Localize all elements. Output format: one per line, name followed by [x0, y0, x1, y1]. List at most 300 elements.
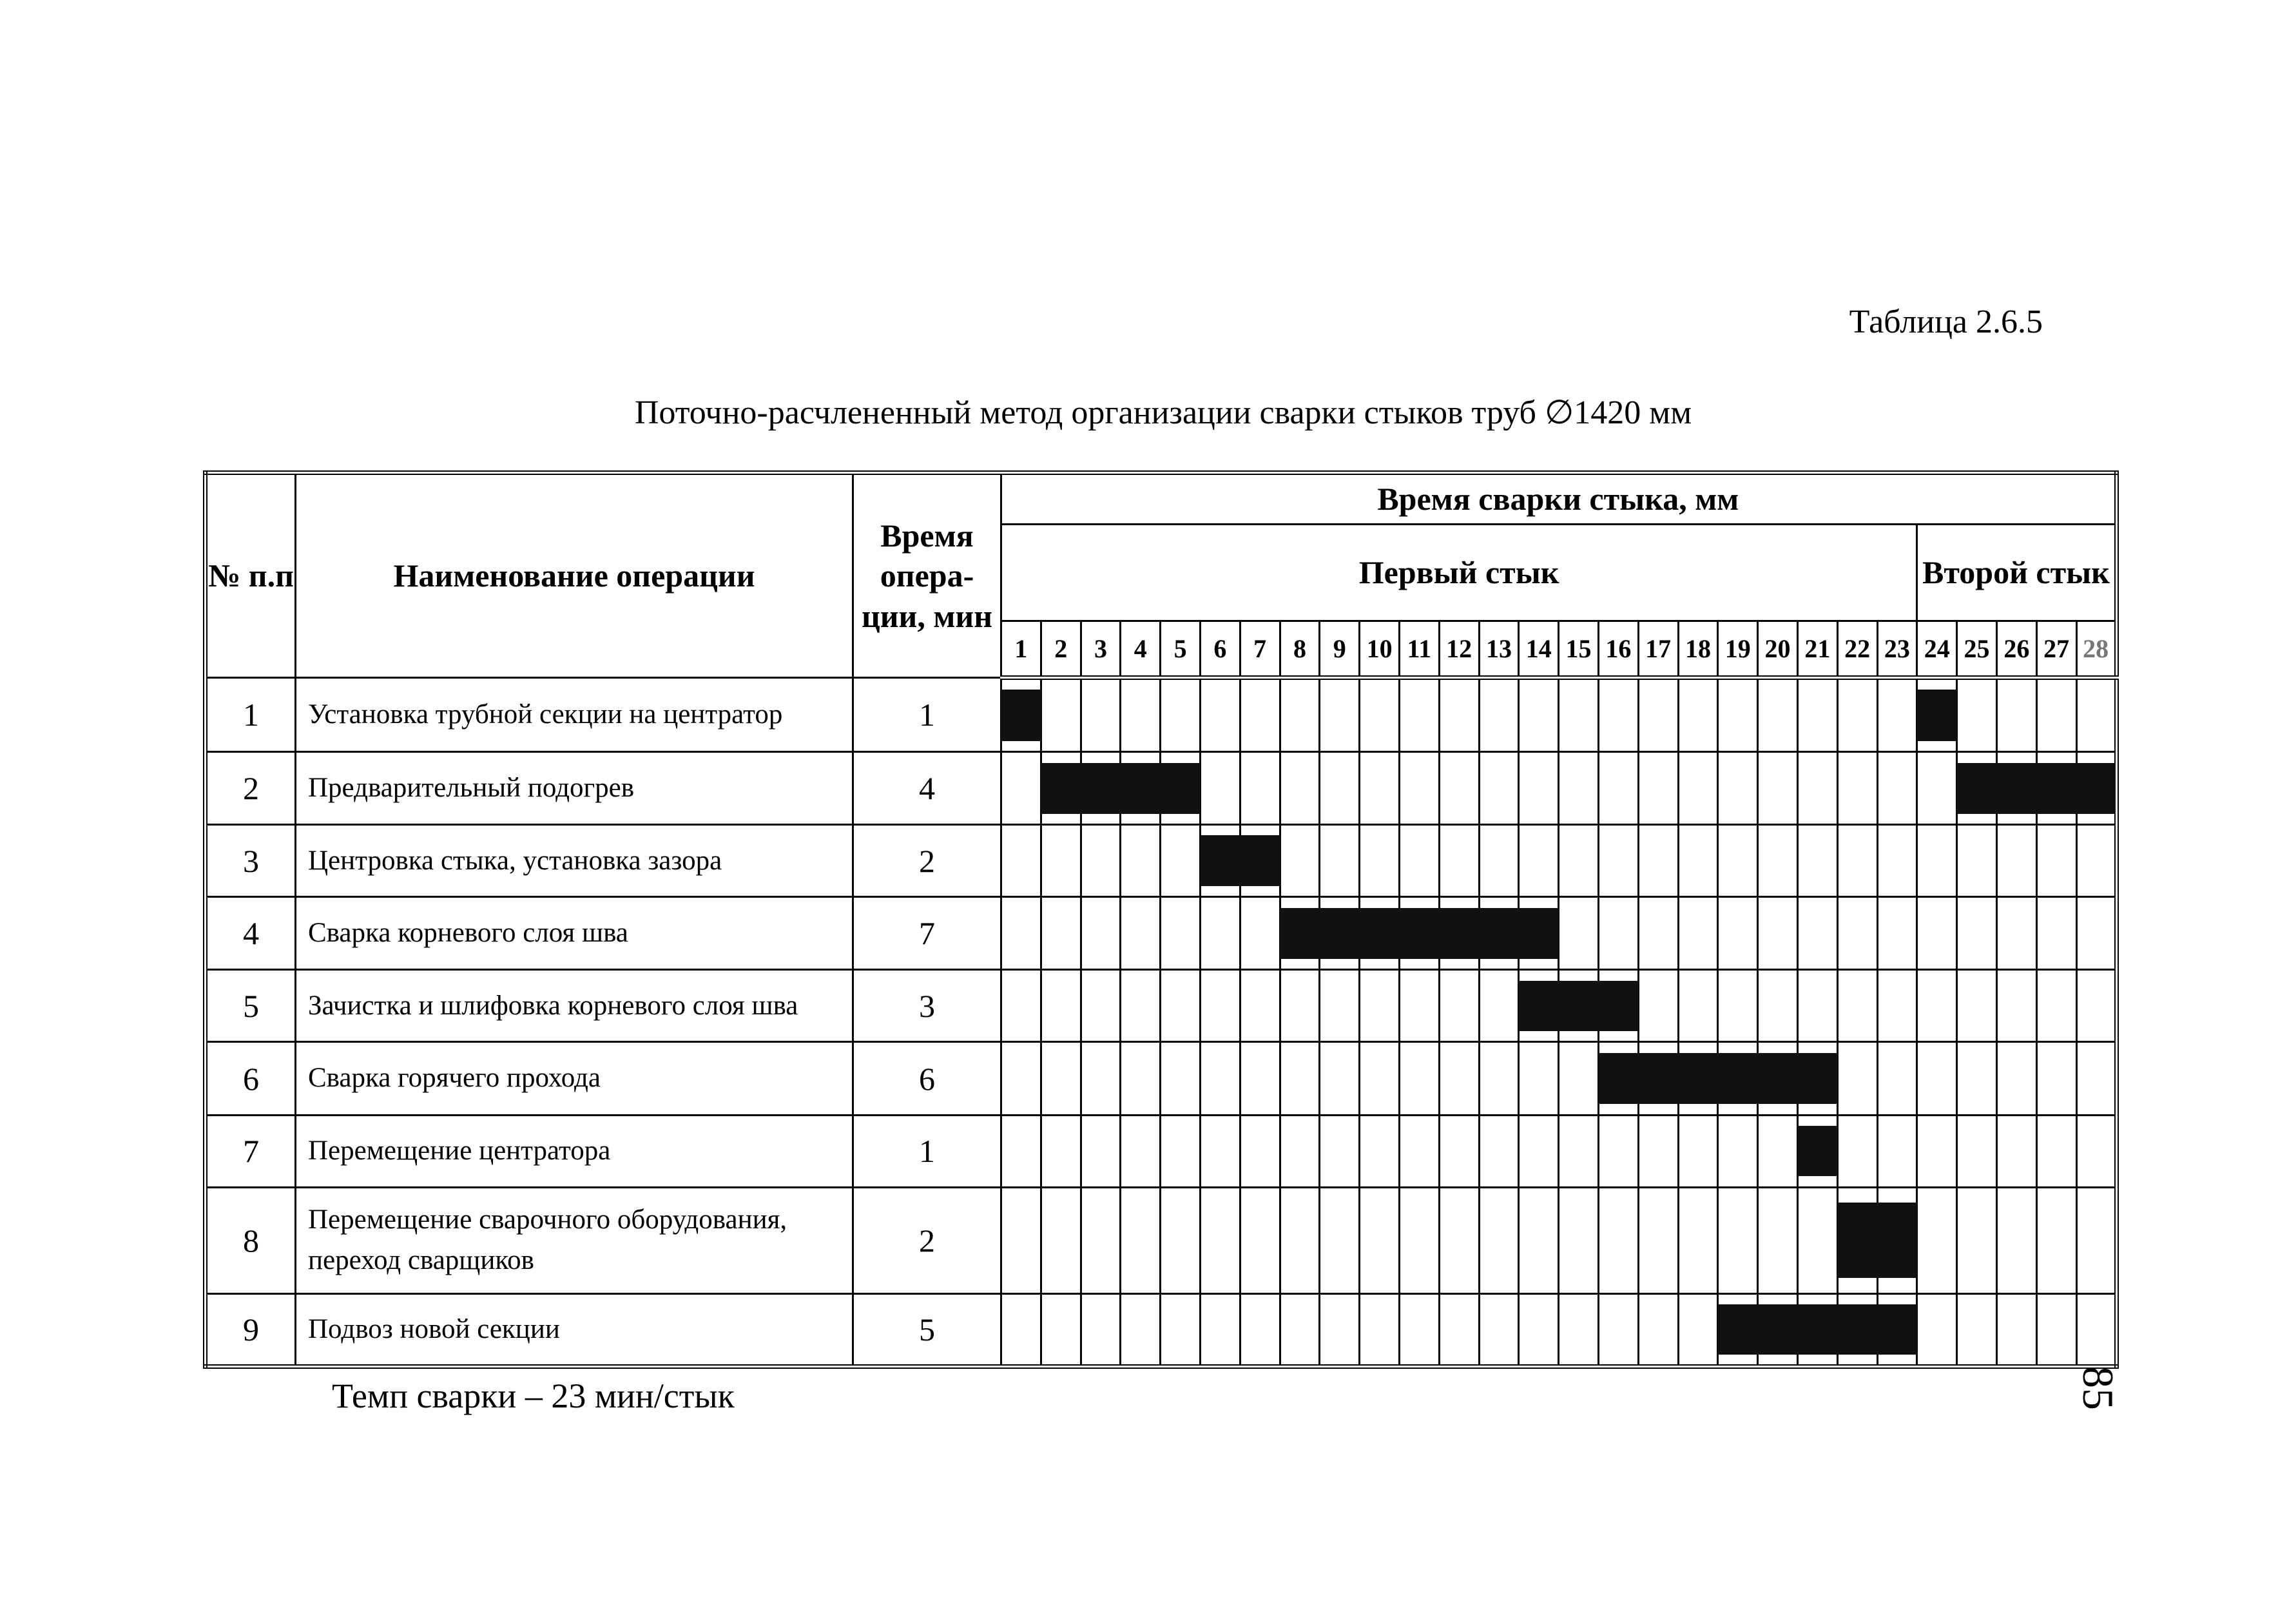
gantt-empty-cell [1678, 752, 1718, 825]
table-row [206, 825, 2117, 897]
gantt-empty-cell [1877, 678, 1917, 752]
gantt-empty-cell [1001, 825, 1041, 897]
gantt-empty-cell [1041, 678, 1081, 752]
table-row [206, 1115, 2117, 1187]
gantt-empty-cell [1001, 897, 1041, 970]
gantt-empty-cell [1957, 1187, 1997, 1293]
gantt-empty-cell [1439, 752, 1479, 825]
gantt-empty-cell [1200, 897, 1240, 970]
minute-header: 14 [1519, 621, 1559, 678]
gantt-empty-cell [1161, 678, 1201, 752]
gantt-bar-cell [1161, 752, 1201, 825]
gantt-empty-cell [1559, 678, 1599, 752]
gantt-empty-cell [2036, 678, 2076, 752]
gantt-empty-cell [1479, 752, 1519, 825]
gantt-empty-cell [1957, 1293, 1997, 1366]
gantt-empty-cell [1081, 1042, 1121, 1115]
gantt-empty-cell [1001, 1115, 1041, 1187]
gantt-bar-cell [2076, 752, 2116, 825]
gantt-bar-cell [1439, 897, 1479, 970]
gantt-empty-cell [1240, 1293, 1280, 1366]
operation-duration: 7 [853, 897, 1001, 970]
gantt-bar-cell [1041, 752, 1081, 825]
gantt-empty-cell [1678, 897, 1718, 970]
gantt-empty-cell [1161, 970, 1201, 1042]
gantt-empty-cell [1996, 678, 2036, 752]
minute-header: 18 [1678, 621, 1718, 678]
gantt-bar-cell [1917, 678, 1957, 752]
minute-header: 17 [1638, 621, 1678, 678]
gantt-empty-cell [1399, 1187, 1439, 1293]
gantt-empty-cell [1957, 678, 1997, 752]
gantt-empty-cell [1200, 1187, 1240, 1293]
minute-header: 12 [1439, 621, 1479, 678]
gantt-empty-cell [1439, 825, 1479, 897]
gantt-empty-cell [1837, 825, 1877, 897]
gantt-empty-cell [1837, 1115, 1877, 1187]
gantt-empty-cell [1837, 752, 1877, 825]
header-operation: Наименование операции [296, 473, 853, 678]
gantt-empty-cell [1240, 897, 1280, 970]
gantt-bar-cell [1678, 1042, 1718, 1115]
gantt-bar-cell [1837, 1293, 1877, 1366]
row-number: 3 [206, 825, 296, 897]
gantt-empty-cell [1479, 1115, 1519, 1187]
minute-header: 16 [1598, 621, 1638, 678]
gantt-empty-cell [1598, 1187, 1638, 1293]
minute-header: 22 [1837, 621, 1877, 678]
gantt-empty-cell [1996, 1187, 2036, 1293]
gantt-empty-cell [1519, 1187, 1559, 1293]
table-title: Поточно-расчлененный метод организации сварки стыков труб ∅1420 мм [634, 394, 1692, 431]
gantt-empty-cell [1638, 1187, 1678, 1293]
gantt-empty-cell [1598, 1115, 1638, 1187]
gantt-empty-cell [2076, 678, 2116, 752]
gantt-empty-cell [1320, 1042, 1360, 1115]
gantt-empty-cell [2076, 897, 2116, 970]
gantt-empty-cell [1240, 1115, 1280, 1187]
gantt-empty-cell [1001, 752, 1041, 825]
gantt-empty-cell [1559, 1115, 1599, 1187]
gantt-empty-cell [1519, 825, 1559, 897]
gantt-empty-cell [1240, 678, 1280, 752]
table-row [206, 970, 2117, 1042]
gantt-empty-cell [1121, 1042, 1161, 1115]
gantt-empty-cell [1399, 825, 1439, 897]
table-row [206, 1042, 2117, 1115]
gantt-empty-cell [1041, 1042, 1081, 1115]
gantt-empty-cell [1041, 1115, 1081, 1187]
gantt-empty-cell [1479, 970, 1519, 1042]
gantt-empty-cell [1638, 970, 1678, 1042]
gantt-empty-cell [1877, 752, 1917, 825]
gantt-empty-cell [1280, 825, 1320, 897]
gantt-empty-cell [1041, 825, 1081, 897]
header-duration: Время опера-ции, мин [853, 473, 1001, 678]
gantt-empty-cell [1121, 897, 1161, 970]
minute-header: 4 [1121, 621, 1161, 678]
minute-header: 24 [1917, 621, 1957, 678]
gantt-empty-cell [1917, 1115, 1957, 1187]
gantt-empty-cell [2036, 897, 2076, 970]
table-row [206, 897, 2117, 970]
row-number: 6 [206, 1042, 296, 1115]
gantt-bar-cell [1877, 1187, 1917, 1293]
gantt-empty-cell [1678, 1293, 1718, 1366]
gantt-empty-cell [1797, 825, 1837, 897]
gantt-empty-cell [1240, 1187, 1280, 1293]
gantt-bar-cell [1718, 1042, 1758, 1115]
gantt-empty-cell [1360, 678, 1400, 752]
gantt-empty-cell [2076, 825, 2116, 897]
gantt-empty-cell [1479, 1042, 1519, 1115]
gantt-empty-cell [2076, 1042, 2116, 1115]
operation-name: Предварительный подогрев [296, 752, 853, 825]
gantt-bar-cell [1797, 1293, 1837, 1366]
gantt-empty-cell [1559, 1293, 1599, 1366]
gantt-empty-cell [1399, 970, 1439, 1042]
gantt-empty-cell [1200, 970, 1240, 1042]
gantt-empty-cell [1519, 1115, 1559, 1187]
gantt-empty-cell [1837, 897, 1877, 970]
gantt-bar-cell [1001, 678, 1041, 752]
gantt-empty-cell [1280, 678, 1320, 752]
gantt-empty-cell [1200, 1115, 1240, 1187]
gantt-bar-cell [1479, 897, 1519, 970]
gantt-empty-cell [1001, 1293, 1041, 1366]
operation-duration: 5 [853, 1293, 1001, 1366]
gantt-empty-cell [1758, 752, 1798, 825]
gantt-empty-cell [1797, 1187, 1837, 1293]
row-number: 9 [206, 1293, 296, 1366]
gantt-empty-cell [1200, 1042, 1240, 1115]
minute-header: 26 [1996, 621, 2036, 678]
gantt-empty-cell [1161, 1293, 1201, 1366]
gantt-empty-cell [1678, 825, 1718, 897]
operation-name: Зачистка и шлифовка корневого слоя шва [296, 970, 853, 1042]
gantt-empty-cell [1200, 752, 1240, 825]
operation-name: Перемещение сварочного оборудования, переход сварщиков [296, 1187, 853, 1293]
gantt-empty-cell [1439, 1115, 1479, 1187]
operation-name: Перемещение центратора [296, 1115, 853, 1187]
minute-header: 25 [1957, 621, 1997, 678]
gantt-bar-cell [1638, 1042, 1678, 1115]
gantt-empty-cell [1718, 752, 1758, 825]
table-row [206, 752, 2117, 825]
gantt-empty-cell [1399, 1293, 1439, 1366]
gantt-empty-cell [1399, 1042, 1439, 1115]
operation-duration: 1 [853, 1115, 1001, 1187]
gantt-empty-cell [1797, 970, 1837, 1042]
gantt-empty-cell [1081, 678, 1121, 752]
schedule-table-wrapper [203, 470, 2110, 1369]
operation-duration: 3 [853, 970, 1001, 1042]
gantt-empty-cell [1439, 678, 1479, 752]
gantt-empty-cell [1996, 897, 2036, 970]
gantt-empty-cell [1957, 897, 1997, 970]
gantt-empty-cell [1559, 825, 1599, 897]
gantt-bar-cell [1200, 825, 1240, 897]
gantt-empty-cell [1360, 1293, 1400, 1366]
row-number: 1 [206, 678, 296, 752]
gantt-bar-cell [1797, 1042, 1837, 1115]
gantt-empty-cell [1598, 752, 1638, 825]
gantt-empty-cell [1041, 1293, 1081, 1366]
table-number-label: Таблица 2.6.5 [1849, 304, 2043, 340]
row-number: 2 [206, 752, 296, 825]
gantt-empty-cell [1598, 678, 1638, 752]
header-number: № п.п [206, 473, 296, 678]
minute-header: 20 [1758, 621, 1798, 678]
gantt-empty-cell [1877, 897, 1917, 970]
gantt-empty-cell [1320, 678, 1360, 752]
gantt-bar-cell [1877, 1293, 1917, 1366]
gantt-empty-cell [1638, 1293, 1678, 1366]
gantt-empty-cell [1758, 1115, 1798, 1187]
gantt-empty-cell [1479, 1187, 1519, 1293]
row-number: 7 [206, 1115, 296, 1187]
table-row [206, 678, 2117, 752]
gantt-bar-cell [1957, 752, 1997, 825]
gantt-empty-cell [1559, 897, 1599, 970]
gantt-empty-cell [1758, 897, 1798, 970]
page-number: 85 [2074, 1366, 2123, 1410]
gantt-bar-cell [1121, 752, 1161, 825]
gantt-empty-cell [2076, 970, 2116, 1042]
gantt-empty-cell [1360, 1042, 1400, 1115]
gantt-empty-cell [1280, 1293, 1320, 1366]
gantt-empty-cell [1996, 825, 2036, 897]
gantt-empty-cell [1240, 752, 1280, 825]
operation-name: Центровка стыка, установка зазора [296, 825, 853, 897]
gantt-empty-cell [1280, 970, 1320, 1042]
gantt-empty-cell [1917, 1042, 1957, 1115]
gantt-empty-cell [1320, 752, 1360, 825]
gantt-empty-cell [2036, 1042, 2076, 1115]
gantt-empty-cell [1837, 678, 1877, 752]
gantt-empty-cell [1081, 897, 1121, 970]
gantt-empty-cell [1519, 1293, 1559, 1366]
gantt-empty-cell [1240, 1042, 1280, 1115]
gantt-empty-cell [1519, 678, 1559, 752]
gantt-empty-cell [1360, 1187, 1400, 1293]
minute-header: 7 [1240, 621, 1280, 678]
gantt-empty-cell [1957, 1042, 1997, 1115]
gantt-empty-cell [1718, 970, 1758, 1042]
gantt-empty-cell [1001, 970, 1041, 1042]
gantt-empty-cell [1240, 970, 1280, 1042]
gantt-empty-cell [1280, 1115, 1320, 1187]
gantt-empty-cell [1081, 1115, 1121, 1187]
gantt-empty-cell [1161, 825, 1201, 897]
gantt-empty-cell [1758, 825, 1798, 897]
gantt-empty-cell [1917, 970, 1957, 1042]
gantt-empty-cell [2036, 1187, 2076, 1293]
gantt-empty-cell [1399, 678, 1439, 752]
gantt-empty-cell [1957, 970, 1997, 1042]
gantt-empty-cell [2076, 1115, 2116, 1187]
gantt-empty-cell [1320, 970, 1360, 1042]
gantt-bar-cell [1519, 970, 1559, 1042]
gantt-empty-cell [1161, 1115, 1201, 1187]
gantt-empty-cell [1081, 970, 1121, 1042]
gantt-empty-cell [1718, 1115, 1758, 1187]
gantt-empty-cell [1320, 1115, 1360, 1187]
gantt-empty-cell [1718, 825, 1758, 897]
gantt-empty-cell [1678, 678, 1718, 752]
gantt-empty-cell [1121, 825, 1161, 897]
gantt-empty-cell [1638, 897, 1678, 970]
gantt-bar-cell [1996, 752, 2036, 825]
gantt-bar-cell [1598, 1042, 1638, 1115]
gantt-bar-cell [1240, 825, 1280, 897]
gantt-empty-cell [1280, 1042, 1320, 1115]
gantt-empty-cell [1996, 970, 2036, 1042]
gantt-empty-cell [1559, 1187, 1599, 1293]
gantt-empty-cell [1161, 1042, 1201, 1115]
header-row-1 [206, 473, 2117, 525]
operation-name: Сварка горячего прохода [296, 1042, 853, 1115]
gantt-bar-cell [1758, 1042, 1798, 1115]
minute-header: 11 [1399, 621, 1439, 678]
gantt-empty-cell [1598, 897, 1638, 970]
gantt-empty-cell [1519, 1042, 1559, 1115]
gantt-empty-cell [1399, 1115, 1439, 1187]
gantt-empty-cell [1638, 825, 1678, 897]
gantt-bar-cell [1399, 897, 1439, 970]
minute-header: 27 [2036, 621, 2076, 678]
gantt-empty-cell [1081, 825, 1121, 897]
gantt-empty-cell [1996, 1042, 2036, 1115]
gantt-empty-cell [2036, 1115, 2076, 1187]
gantt-bar-cell [1320, 897, 1360, 970]
gantt-empty-cell [1041, 1187, 1081, 1293]
minute-header: 1 [1001, 621, 1041, 678]
gantt-empty-cell [1718, 897, 1758, 970]
gantt-empty-cell [2076, 1187, 2116, 1293]
gantt-empty-cell [1399, 752, 1439, 825]
gantt-empty-cell [1678, 1187, 1718, 1293]
gantt-empty-cell [2076, 1293, 2116, 1366]
gantt-bar-cell [2036, 752, 2076, 825]
gantt-empty-cell [1360, 752, 1400, 825]
gantt-empty-cell [1121, 1293, 1161, 1366]
gantt-empty-cell [2036, 1293, 2076, 1366]
gantt-empty-cell [1519, 752, 1559, 825]
gantt-empty-cell [1479, 825, 1519, 897]
minute-header: 23 [1877, 621, 1917, 678]
minute-header: 3 [1081, 621, 1121, 678]
operation-duration: 1 [853, 678, 1001, 752]
gantt-empty-cell [2036, 970, 2076, 1042]
gantt-empty-cell [1996, 1115, 2036, 1187]
gantt-bar-cell [1797, 1115, 1837, 1187]
gantt-empty-cell [1081, 1293, 1121, 1366]
operation-name: Подвоз новой секции [296, 1293, 853, 1366]
gantt-empty-cell [1439, 1187, 1479, 1293]
gantt-bar-cell [1280, 897, 1320, 970]
gantt-empty-cell [1320, 1187, 1360, 1293]
table-row [206, 1187, 2117, 1293]
gantt-empty-cell [1280, 752, 1320, 825]
gantt-bar-cell [1081, 752, 1121, 825]
gantt-empty-cell [1479, 1293, 1519, 1366]
gantt-empty-cell [1439, 970, 1479, 1042]
gantt-empty-cell [1439, 1293, 1479, 1366]
minute-header: 2 [1041, 621, 1081, 678]
gantt-empty-cell [1837, 1042, 1877, 1115]
operation-name: Сварка корневого слоя шва [296, 897, 853, 970]
gantt-empty-cell [1917, 897, 1957, 970]
header-second-joint: Второй стык [1917, 525, 2116, 621]
gantt-empty-cell [1001, 1187, 1041, 1293]
gantt-bar-cell [1837, 1187, 1877, 1293]
gantt-empty-cell [1837, 970, 1877, 1042]
gantt-bar-cell [1718, 1293, 1758, 1366]
minute-header: 13 [1479, 621, 1519, 678]
minute-header: 19 [1718, 621, 1758, 678]
gantt-empty-cell [1360, 1115, 1400, 1187]
gantt-empty-cell [1678, 970, 1718, 1042]
gantt-bar-cell [1519, 897, 1559, 970]
operation-duration: 4 [853, 752, 1001, 825]
gantt-empty-cell [1638, 678, 1678, 752]
operation-duration: 2 [853, 1187, 1001, 1293]
minute-header: 6 [1200, 621, 1240, 678]
row-number: 4 [206, 897, 296, 970]
gantt-empty-cell [1320, 1293, 1360, 1366]
gantt-empty-cell [1121, 1115, 1161, 1187]
gantt-empty-cell [1758, 1187, 1798, 1293]
gantt-empty-cell [1957, 1115, 1997, 1187]
gantt-empty-cell [1917, 1187, 1957, 1293]
gantt-empty-cell [1121, 970, 1161, 1042]
gantt-empty-cell [1797, 752, 1837, 825]
table-row [206, 1293, 2117, 1366]
gantt-empty-cell [1638, 752, 1678, 825]
gantt-empty-cell [1001, 1042, 1041, 1115]
gantt-empty-cell [1161, 1187, 1201, 1293]
gantt-empty-cell [1877, 825, 1917, 897]
gantt-empty-cell [1598, 1293, 1638, 1366]
gantt-empty-cell [1957, 825, 1997, 897]
gantt-empty-cell [1320, 825, 1360, 897]
minute-header: 21 [1797, 621, 1837, 678]
operation-duration: 2 [853, 825, 1001, 897]
gantt-empty-cell [1200, 1293, 1240, 1366]
gantt-empty-cell [1559, 752, 1599, 825]
gantt-empty-cell [1797, 897, 1837, 970]
gantt-empty-cell [1758, 678, 1798, 752]
welding-pace-note: Темп сварки – 23 мин/стык [332, 1377, 735, 1415]
minute-header: 5 [1161, 621, 1201, 678]
welding-schedule-table [203, 470, 2119, 1369]
gantt-bar-cell [1598, 970, 1638, 1042]
gantt-empty-cell [1877, 1115, 1917, 1187]
gantt-empty-cell [1758, 970, 1798, 1042]
gantt-empty-cell [1877, 970, 1917, 1042]
minute-header: 8 [1280, 621, 1320, 678]
gantt-empty-cell [1041, 897, 1081, 970]
minute-header: 28 [2076, 621, 2116, 678]
header-weld-time: Время сварки стыка, мм [1001, 473, 2117, 525]
gantt-empty-cell [1877, 1042, 1917, 1115]
gantt-empty-cell [1081, 1187, 1121, 1293]
gantt-empty-cell [1200, 678, 1240, 752]
gantt-bar-cell [1758, 1293, 1798, 1366]
gantt-empty-cell [1678, 1115, 1718, 1187]
gantt-empty-cell [1917, 752, 1957, 825]
